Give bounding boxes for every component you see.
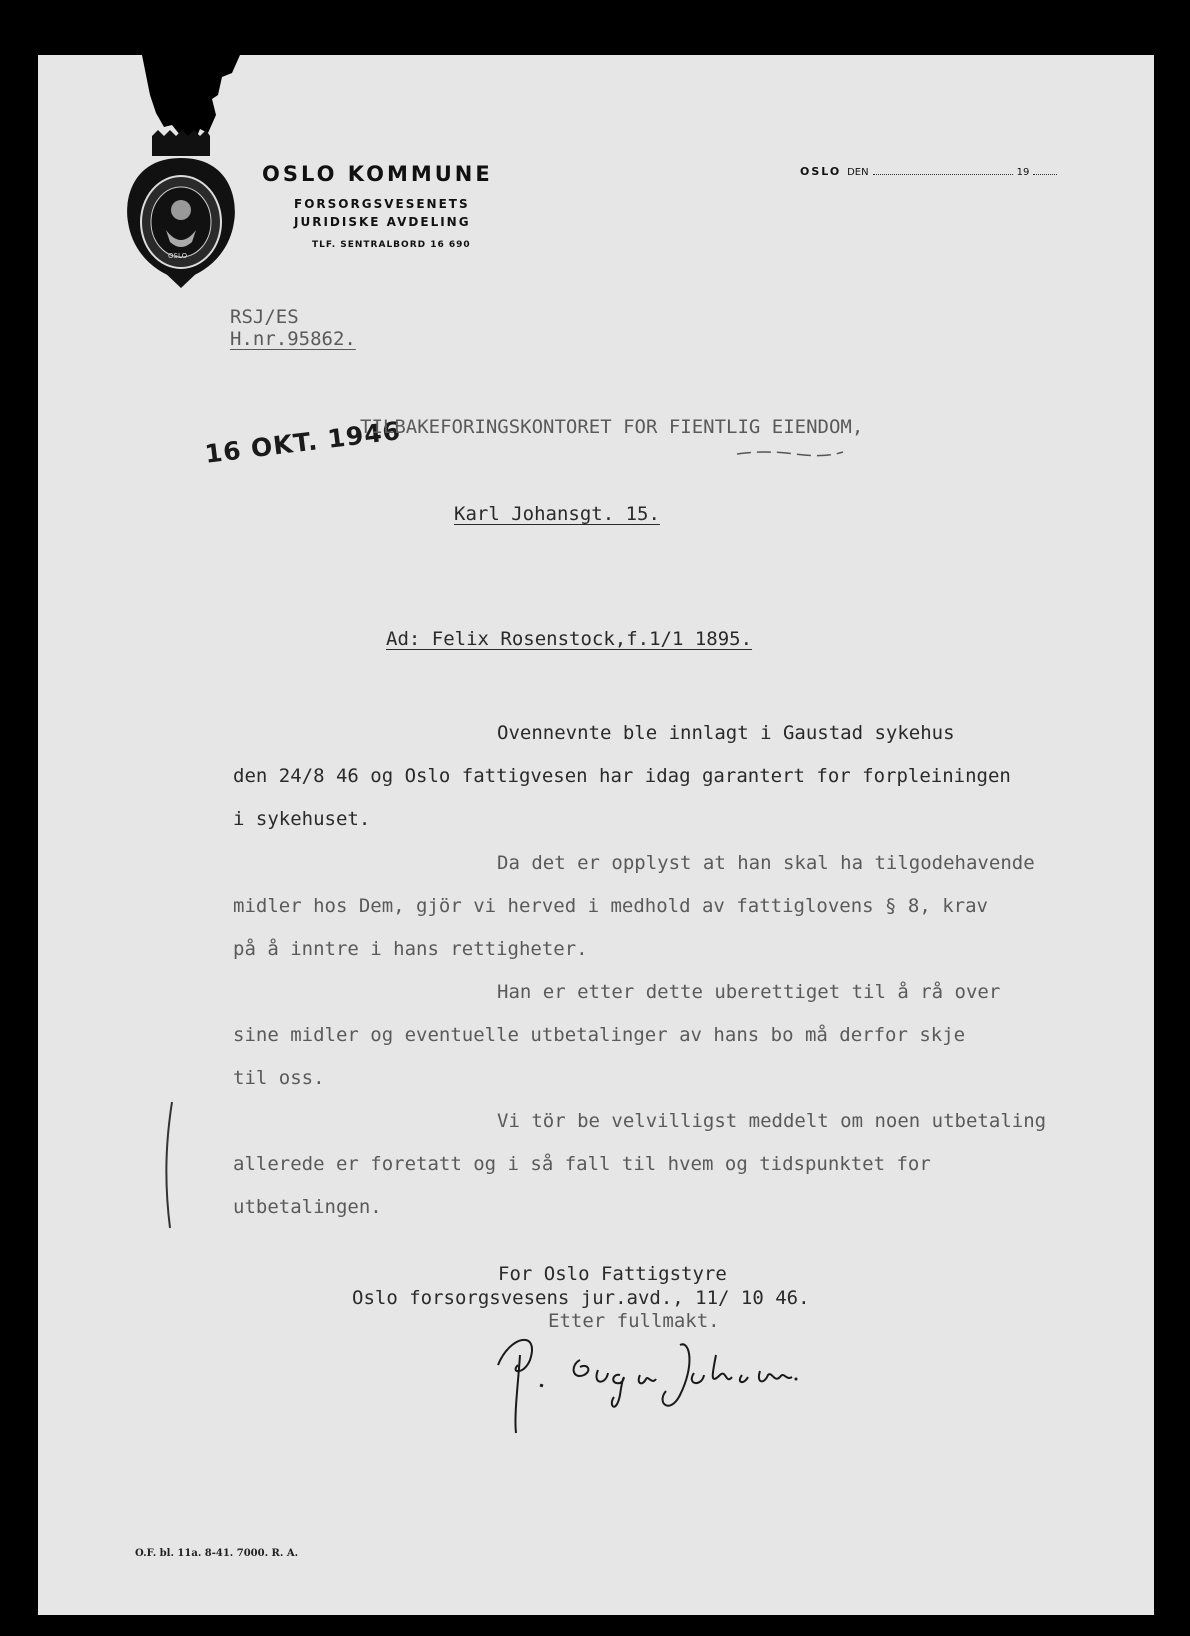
recipient-address: Karl Johansgt. 15.	[454, 503, 660, 525]
body-line: allerede er foretatt og i så fall til hvem og tidspunktet for	[233, 1153, 931, 1175]
reference-number: H.nr.95862.	[230, 328, 356, 350]
oslo-city-seal-icon	[122, 130, 240, 290]
letterhead-org: OSLO KOMMUNE	[262, 162, 493, 186]
body-line: til oss.	[233, 1067, 325, 1089]
year-blank	[1033, 174, 1057, 175]
body-line: midler hos Dem, gjör vi herved i medhold av fattiglovens § 8, krav	[233, 895, 988, 917]
letterhead-dept-line2: JURIDISKE AVDELING	[294, 215, 471, 229]
margin-pencil-mark	[160, 1100, 180, 1230]
letterhead-dept-line1: FORSORGSVESENETS	[294, 197, 470, 211]
received-date-stamp: 16 OKT. 1946	[203, 416, 403, 469]
recipient-underline-mark	[735, 448, 845, 458]
date-line	[800, 165, 1057, 178]
body-line: den 24/8 46 og Oslo fattigvesen har idag garantert for forpleiningen	[233, 765, 1011, 787]
body-line: Vi tör be velvilligst meddelt om noen utbetaling	[497, 1110, 1047, 1132]
body-line: på å inntre i hans rettigheter.	[233, 938, 588, 960]
closing-line1: For Oslo Fattigstyre	[498, 1263, 727, 1285]
body-line: i sykehuset.	[233, 808, 371, 830]
body-line: Da det er opplyst at han skal ha tilgodehavende	[497, 852, 1035, 874]
body-line: sine midler og eventuelle utbetalinger av hans bo må derfor skje	[233, 1024, 966, 1046]
closing-line2: Oslo forsorgsvesens jur.avd., 11/ 10 46.	[352, 1287, 810, 1309]
date-blank	[873, 174, 1013, 175]
closing-line3: Etter fullmakt.	[548, 1310, 720, 1332]
body-line: Han er etter dette uberettiget til å rå over	[497, 981, 1001, 1003]
handwritten-signature	[480, 1325, 800, 1435]
body-line: utbetalingen.	[233, 1196, 382, 1218]
subject-line: Ad: Felix Rosenstock,f.1/1 1895.	[386, 628, 753, 650]
body-line: Ovennevnte ble innlagt i Gaustad sykehus	[497, 722, 955, 744]
form-footer: O.F. bl. 11a. 8-41. 7000. R. A.	[135, 1548, 299, 1559]
letterhead-phone: TLF. SENTRALBORD 16 690	[312, 240, 471, 250]
svg-text:OSLO: OSLO	[168, 252, 188, 260]
date-year: 19	[1016, 167, 1030, 178]
date-den: DEN	[847, 167, 869, 178]
reference-initials: RSJ/ES	[230, 306, 299, 328]
date-city: OSLO	[800, 165, 842, 178]
recipient-name: TILBAKEFORINGSKONTORET FOR FIENTLIG EIENDOM,	[360, 416, 864, 438]
